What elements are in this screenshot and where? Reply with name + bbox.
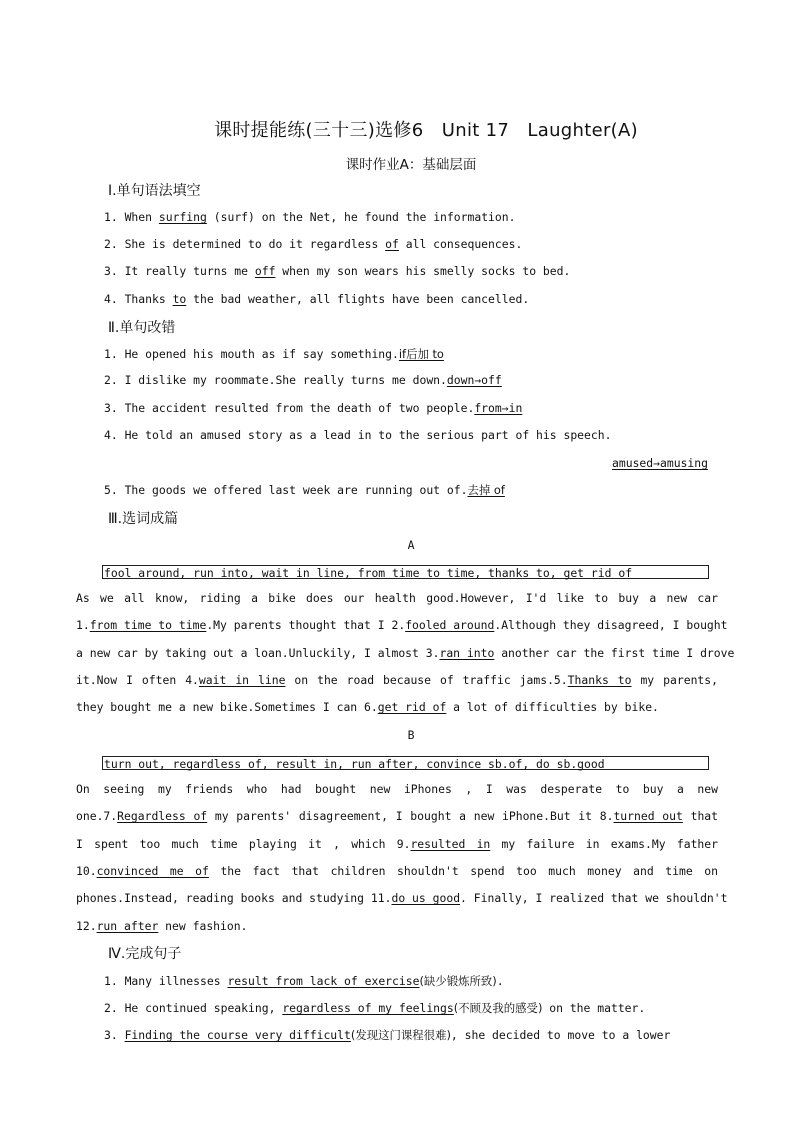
answer-text: 去掉 of [467, 483, 505, 497]
answer-text: down→off [446, 373, 502, 387]
chinese-hint: (发现这门课程很难) [350, 1028, 451, 1042]
passage-text: As we all know, riding a bike does our health good.However, I'd like to buy a new car [76, 591, 718, 605]
chinese-hint: (缺少锻炼所致) [419, 974, 497, 988]
answer-text: if后加 to [398, 347, 444, 361]
passage-line [76, 891, 728, 906]
question-text: when my son wears his smelly socks to bed. [275, 264, 571, 278]
answer-text: of [385, 237, 399, 251]
answer-text: off [254, 264, 276, 278]
page-subtitle: 课时作业A：基础层面 [345, 157, 477, 173]
question-text: (surf) on the Net, he found the information. [206, 210, 516, 224]
passage-text: my parents' disagreement, I bought a new iPhone.But it 8. [207, 809, 614, 824]
answer-text: wait in line [198, 672, 286, 687]
question-text: 5. The goods we offered last week are running out of. [104, 483, 468, 497]
passage-line [76, 782, 718, 796]
question-text: 2. She is determined to do it regardless [104, 237, 386, 251]
passage-text: On seeing my friends who had bought new iPhones , I was desperate to buy a new [76, 782, 718, 796]
answer-text: run after [96, 918, 159, 933]
answer-text: regardless of my feelings [282, 1001, 454, 1015]
section-heading-4: Ⅳ.完成句子 [108, 946, 182, 962]
section-heading-3: Ⅲ.选词成篇 [108, 511, 179, 527]
word-bank-a: fool around, run into, wait in line, from time to time, thanks to, get rid of [102, 565, 709, 579]
question-text: 2. I dislike my roommate.She really turns me down. [104, 373, 447, 387]
passage-text: that [682, 809, 719, 824]
passage-text: my parents, [631, 672, 718, 687]
exercise-line [104, 482, 505, 498]
answer-text: result from lack of exercise [227, 974, 420, 988]
exercise-line [104, 1000, 645, 1016]
passage-text: new fashion. [158, 918, 248, 933]
passage-text: they bought me a new bike.Sometimes I can 6. [76, 700, 378, 715]
question-text: 2. He continued speaking, [104, 1001, 283, 1015]
question-text: the bad weather, all flights have been cancelled. [186, 292, 530, 306]
passage-text: my failure in exams.My father [490, 836, 719, 851]
page-title: 课时提能练(三十三)选修6 Unit 17 Laughter(A) [214, 120, 638, 141]
passage-text: on the road because of traffic jams.5. [285, 672, 568, 687]
chinese-hint: (不顾及我的感受) [453, 1001, 543, 1015]
exercise-line [104, 210, 516, 224]
question-text: on the matter. [542, 1001, 646, 1015]
answer-text: ran into [439, 645, 495, 660]
answer-text: turned out [613, 809, 683, 824]
passage-text: it.Now I often 4. [76, 672, 199, 687]
word-bank-b: turn out, regardless of, result in, run after, convince sb.of, do sb.good [102, 756, 709, 770]
answer-text: Thanks to [567, 672, 632, 687]
question-text: 1. When [104, 210, 159, 224]
passage-text: one.7. [76, 809, 118, 824]
answer-text: Regardless of [117, 809, 208, 824]
question-text: all consequences. [398, 237, 523, 251]
answer-text: amused→amusing [612, 456, 709, 470]
passage-text: 1. [76, 618, 90, 633]
passage-line [76, 919, 718, 933]
passage-text: phones.Instead, reading books and studying 11. [76, 891, 392, 906]
answer-text: surfing [158, 210, 207, 224]
question-text: 1. Many illnesses [104, 974, 228, 988]
passage-text: a lot of difficulties by bike. [446, 700, 659, 715]
passage-text: 10. [76, 863, 97, 878]
passage-text: another car the first time I drove [494, 645, 735, 660]
passage-text: I spent too much time playing it , which 9. [76, 836, 411, 851]
exercise-line [104, 373, 502, 387]
question-text: , she decided to move to a lower [450, 1028, 671, 1042]
exercise-line [104, 1027, 670, 1043]
passage-text: .My parents thought that I 2. [206, 618, 406, 633]
exercise-line [104, 973, 504, 989]
question-text: 3. It really turns me [104, 264, 255, 278]
answer-text: do us good [391, 891, 461, 906]
passage-line [76, 645, 735, 660]
exercise-line [104, 428, 611, 442]
passage-text: . Finally, I realized that we shouldn't [460, 891, 728, 906]
question-text: 4. Thanks [104, 292, 173, 306]
exercise-line [104, 292, 529, 306]
question-text: 3. The accident resulted from the death of two people. [104, 401, 475, 415]
answer-text: from→in [474, 401, 523, 415]
answer-text: from time to time [89, 618, 207, 633]
passage-line [76, 700, 718, 714]
passage-label-b: B [407, 728, 415, 742]
passage-line [76, 591, 718, 605]
passage-line [76, 864, 718, 878]
exercise-line [104, 401, 522, 415]
passage-text: the fact that children shouldn't spend too much money and time on [208, 863, 718, 878]
answer-text: to [172, 292, 187, 306]
exercise-line [104, 346, 444, 362]
passage-text: .Although they disagreed, I bought [494, 618, 728, 633]
exercise-line [104, 237, 522, 251]
passage-text: a new car by taking out a loan.Unluckily, I almost 3. [76, 645, 440, 660]
answer-text: resulted in [410, 836, 491, 851]
question-text: . [496, 974, 504, 988]
section-heading-2: Ⅱ.单句改错 [108, 320, 176, 336]
passage-label-a: A [407, 538, 415, 552]
passage-text: 12. [76, 918, 97, 933]
answer-text: fooled around [405, 618, 495, 633]
passage-line [76, 673, 718, 687]
answer-text: convinced me of [96, 863, 209, 878]
question-text: 4. He told an amused story as a lead in to the serious part of his speech. [104, 428, 612, 442]
passage-line [76, 837, 718, 851]
answer-text: get rid of [377, 700, 447, 715]
exercise-line [104, 264, 570, 278]
question-text: 1. He opened his mouth as if say something. [104, 347, 399, 361]
answer-text: Finding the course very difficult [124, 1028, 351, 1042]
passage-line [76, 618, 728, 633]
passage-line [76, 809, 718, 823]
question-text: 3. [104, 1028, 125, 1042]
section-heading-1: Ⅰ.单句语法填空 [108, 183, 201, 199]
